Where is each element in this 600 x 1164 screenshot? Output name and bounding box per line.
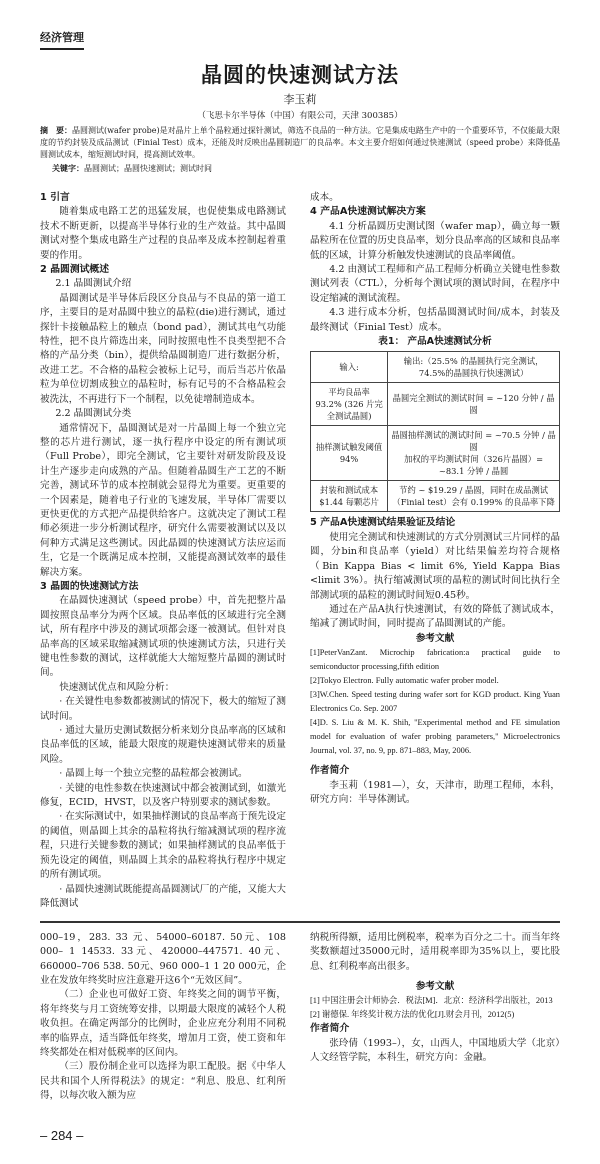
table-row <box>311 426 560 481</box>
analysis-table <box>310 351 560 512</box>
paragraph: 000–19，283. 33 元、54000–60187. 50元、108 000– 1 14533. 33元、420000–447571. 40元、660000–706 538. 50元、960 000–1 1 20 000元，企业在发放年终奖时应注意避开这6个“无效区间”。 <box>40 931 286 987</box>
article-title: 晶圆的快速测试方法 <box>201 63 399 87</box>
paragraph: 快速测试优点和风险分析： <box>59 681 175 693</box>
table-cell: 抽样测试触发阈值 94% <box>311 426 388 481</box>
left-column <box>40 191 286 911</box>
paragraph: 成本。 <box>310 192 339 203</box>
heading: 2 晶圆测试概述 <box>40 264 110 276</box>
table-cell: 平均良品率 93.2% (326 片完全测试晶圆) <box>311 383 388 426</box>
bio: 李玉莉（1981—），女，天津市，助理工程师，本科，研究方向：半导体测试。 <box>310 779 560 805</box>
reference: [4]D. S. Liu & M. K. Shih, "Experimental method and FE simulation model for evaluation of wafer probing parameters," Microelectronics Journal, vol. 37, no. 9, pp. 871–883, May, 2006. <box>310 718 560 756</box>
reference: [3]W.Chen. Speed testing during wafer sort for KGD product. King Yuan Electronics Co. Sep. 2007 <box>310 690 560 714</box>
bio-title: 作者简介 <box>310 1023 350 1035</box>
main-columns <box>40 191 560 911</box>
bullet: · 在关键性电参数都被测试的情况下，极大的缩短了测试时间。 <box>40 696 286 722</box>
bottom-left-column <box>40 931 286 1104</box>
section-divider <box>40 921 560 923</box>
heading: 4 产品A快速测试解决方案 <box>310 206 426 218</box>
article-affiliation: （飞思卡尔半导体（中国）有限公司，天津 300385） <box>197 111 403 121</box>
bullet: · 在实际测试中，如果抽样测试的良品率高于预先设定的阈值，则晶圆上其余的晶粒将执行缩减测试项的程序流程，只进行关键参数的测试；如果抽样测试的良品率低于预先设定的阈值，则晶圆上其余的晶粒将执行程序中规定的所有测试项。 <box>40 811 286 881</box>
bullet: · 晶圆快速测试既能提高晶圆测试厂的产能，又能大大降低测试 <box>40 883 286 909</box>
abstract-text: 晶圆测试(wafer probe)是对晶片上单个晶粒通过探针测试，筛选不良品的一种方法。它是集成电路生产中的一个重要环节，不仅能最大限度的节约封装及成品测试（Finial Test）成本，还能及时反映出晶圆制造厂的良品率。本文主要介绍如何通过快速测试（speed probe）来降低晶圆测试成本，缩短测试时间，提高测试效率。 <box>40 126 560 159</box>
paragraph: 使用完全测试和快速测试的方式分别测试三片同样的晶圆，分bin和良品率（yield）对比结果偏差均符合规格（Bin Kappa Bias < limit 6%, Yield Kappa Bias <limit 3%）。执行缩减测试项的晶粒的测试时间比执行全部测试项的晶粒的测试时间短0.45秒。 <box>310 531 560 601</box>
bullet: · 通过大量历史测试数据分析来划分良品率高的区域和良品率低的区域，能最大限度的规避快速测试带来的质量风险。 <box>40 725 286 765</box>
table-cell: 晶圆完全测试的测试时间 = ~120 分钟 / 晶圆 <box>388 383 560 426</box>
heading: 1 引言 <box>40 192 70 203</box>
bullet: · 关键的电性参数在快速测试中都会被测试到，如激光修复，ECID，HVST，以及客户特别要求的测试参数。 <box>40 782 286 809</box>
table-cell: 节约 ~ $19.29 / 晶圆，同时在成品测试（Finial test）会有 0.199% 的良品率下降 <box>388 481 560 512</box>
reference: [2]Tokyo Electron. Fully automatic wafer prober model. <box>310 676 499 686</box>
article-author: 李玉莉 <box>283 93 317 106</box>
paragraph: （二）企业也可做好工资、年终奖之间的调节平衡，将年终奖与月工资统筹安排，以期最大限度的减轻个人税收负担。在确定两部分的比例时，企业应充分利用不同税率的临界点，适当降低年终奖，增加月工资，使工资和年终奖都处在相对低税率的区间内。 <box>40 989 286 1059</box>
table-row <box>311 383 560 426</box>
table-cell: 输入: <box>311 352 388 383</box>
paragraph: 4.2 由测试工程师和产品工程师分析确立关键电性参数测试列表（CTL），分析每个测试项的测试时间，在程序中设定缩减的测试流程。 <box>310 264 560 304</box>
reference: [1]PeterVanZant. Microchip fabrication:a practical guide to semiconductor processing,fifth edition <box>310 648 560 672</box>
heading: 3 晶圆的快速测试方法 <box>40 580 139 592</box>
table-cell: 封装和测试成本 $1.44 每颗芯片 <box>311 481 388 512</box>
keywords-label: 关键字： <box>52 164 84 173</box>
table-cell: 晶圆抽样测试的测试时间 = ~70.5 分钟 / 晶圆 加权的平均测试时间（326片晶圆）= ~83.1 分钟 / 晶圆 <box>388 426 560 481</box>
bullet: · 晶圆上每一个独立完整的晶粒都会被测试。 <box>59 768 248 780</box>
heading: 5 产品A快速测试结果验证及结论 <box>310 517 456 529</box>
subheading: 2.2 晶圆测试分类 <box>55 408 132 420</box>
paragraph: 通常情况下，晶圆测试是对一片晶圆上每一个独立完整的芯片进行测试，逐一执行程序中设定的所有测试项（Full Probe），即完全测试，它主要针对研发阶段及设计生产逐步走向成熟的产品。但随着晶圆生产工艺的不断完善，测试环节的成本控制就会显得尤为重要。更重要的一个因素是，随着电子行业的飞速发展，半导体厂需要以更快更优的方式把产品提供给客户。这就决定了测试工程师必须进一步分析测试程序，研究什么需要被测试以及以何种方式满足这些测试。因此晶圆的快速测试方法应运而生，它是一个既满足成本控制，又能提高测试效率的最佳解决方案。 <box>40 422 286 578</box>
paragraph: 随着集成电路工艺的迅猛发展，也促使集成电路测试技术不断更新，以提高半导体行业的生产效益。其中晶圆测试对整个集成电路生产过程的良品率及成本控制起着重要的作用。 <box>40 206 286 261</box>
keywords-text: 晶圆测试；晶圆快速测试；测试时间 <box>84 164 212 173</box>
abstract-label: 摘 要： <box>40 126 73 135</box>
bottom-right-column <box>310 931 560 1066</box>
right-column <box>310 191 560 807</box>
bio: 张玲倩（1993–），女，山西人，中国地质大学（北京）人文经管学院，本科生，研究方向：金融。 <box>310 1037 560 1064</box>
bottom-columns <box>40 931 560 1104</box>
paragraph: 4.3 进行成本分析，包括晶圆测试时间/成本，封装及最终测试（Finial Test）成本。 <box>310 307 560 333</box>
page-number: – 284 – <box>40 1127 84 1143</box>
subheading: 2.1 晶圆测试介绍 <box>55 278 132 290</box>
paragraph: 晶圆测试是半导体后段区分良品与不良品的第一道工序，主要目的是对晶圆中独立的晶粒(die)进行测试，通过探针卡接触晶粒上的触点（bond pad），测试其电气功能特性，把不良片筛选出来，同时按照电性不良类型把不合格的产品分类（bin），提供给晶圆制造厂进行数据分析，改进工艺。不合格的晶粒会被标上记号，而后当芯片依晶粒为单位切割成独立的晶粒时，标有记号的不合格晶粒会被洗汰，不再进行下一个制程，以免徒增制造成本。 <box>40 292 286 405</box>
table-cell: 输出:（25.5% 的晶圆执行完全测试，74.5%的晶圆执行快速测试） <box>388 352 560 383</box>
reference: [1] 中国注册会计师协会．税法[M]．北京：经济科学出版社，2013 <box>310 996 553 1006</box>
table-caption: 表1： 产品A快速测试分析 <box>378 336 492 348</box>
paragraph: 4.1 分析晶圆历史测试图（wafer map），确立每一颗晶粒所在位置的历史良品率，划分良品率高的区域和良品率低的区域，计算分析触发快速测试的良品率阈值。 <box>310 220 560 261</box>
references-title: 参考文献 <box>415 632 455 644</box>
table-row <box>311 352 560 383</box>
paragraph: 通过在产品A执行快速测试，有效的降低了测试成本，缩减了测试时间，同时提高了晶圆测试的产能。 <box>310 603 560 630</box>
table-row <box>311 481 560 512</box>
section-tag: 经济管理 <box>40 31 84 50</box>
abstract <box>40 125 560 161</box>
bio-title: 作者简介 <box>310 765 350 777</box>
paragraph: 纳税所得额，适用比例税率，税率为百分之二十。而当年终奖数额超过35000元时，适用税率即为35%以上，要比股息、红利税率高出很多。 <box>310 931 560 972</box>
keywords <box>40 163 560 175</box>
references-title: 参考文献 <box>415 981 455 993</box>
paragraph: （三）股份制企业可以选择为职工配股。据《中华人民共和国个人所得税法》的规定：“利息、股息、红利所得，以每次收入额为应 <box>40 1061 286 1102</box>
paragraph: 在晶圆快速测试（speed probe）中，首先把整片晶圆按照良品率分为两个区域。良品率低的区域进行完全测试，所有程序中涉及的测试项都会逐一被测试。但针对良品率高的区域采取缩减测试项的快速测试方法，只进行关键电性参数的测试，这样就能大大缩短整片晶圆的测试时间。 <box>40 595 286 679</box>
reference: [2] 谢德保. 年终奖计税方法的优化[J].财会月刊，2012(5) <box>310 1010 515 1020</box>
